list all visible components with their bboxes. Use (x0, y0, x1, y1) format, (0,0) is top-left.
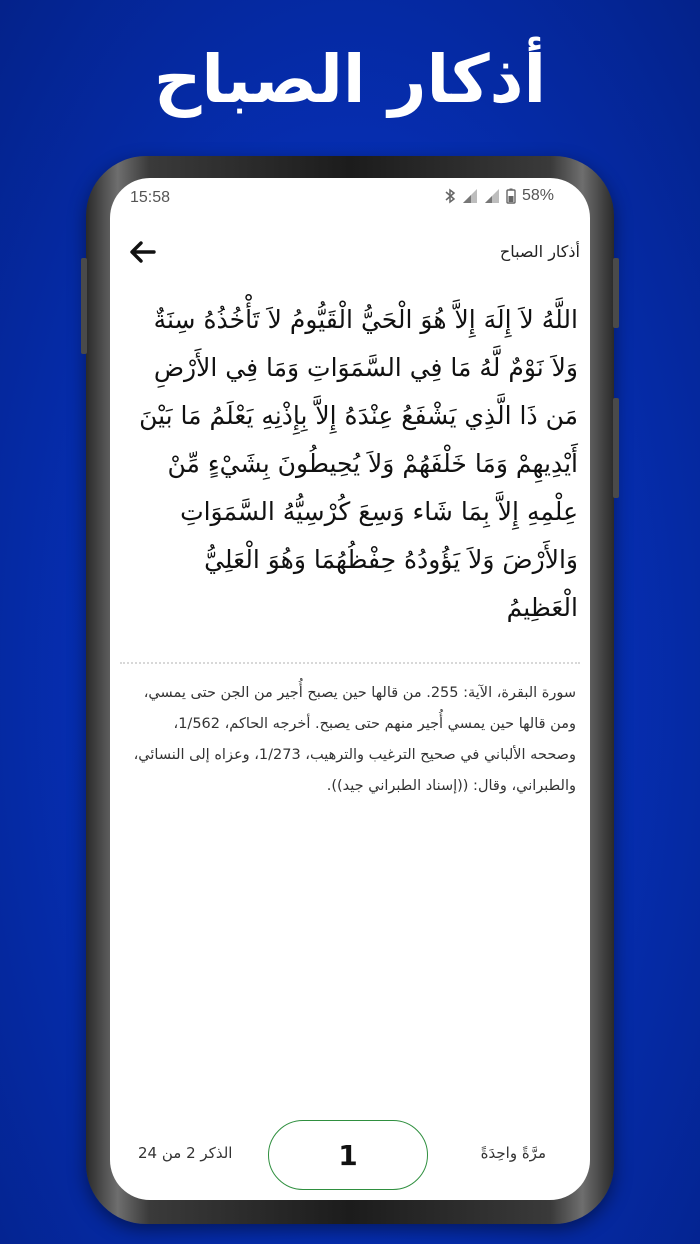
phone-side-button-power (613, 398, 619, 498)
battery-icon (506, 188, 516, 204)
dhikr-text: اللَّهُ لاَ إِلَهَ إِلاَّ هُوَ الْحَيُّ الْقَيُّومُ لاَ تَأْخُذُهُ سِنَةٌ وَلاَ نَوْمٌ لَّهُ مَا فِي السَّمَوَاتِ وَمَا فِي الأَرْضِ مَن ذَا الَّذِي يَشْفَعُ عِنْدَهُ إِلاَّ بِإِذْنِهِ يَعْلَمُ مَا بَيْنَ أَيْدِيهِمْ وَمَا خَلْفَهُمْ وَلاَ يُحِيطُونَ بِشَيْءٍ مِّنْ عِلْمِهِ إِلاَّ بِمَا شَاء وَسِعَ كُرْسِيُّهُ السَّمَوَاتِ وَالأَرْضَ وَلاَ يَؤُودُهُ حِفْظُهُمَا وَهُوَ الْعَلِيُّ الْعَظِيمُ (139, 305, 578, 622)
signal-icon (462, 188, 478, 204)
arrow-left-icon (128, 238, 158, 266)
bottom-bar (110, 1118, 590, 1190)
app-bar (110, 230, 590, 274)
dhikr-index-label: الذكر 2 من 24 (138, 1144, 233, 1162)
status-icons (444, 187, 554, 205)
counter-button[interactable]: 1 (268, 1120, 428, 1190)
promo-title: أذكار الصباح (153, 41, 547, 118)
phone-side-button-power-top (613, 258, 619, 328)
status-bar (110, 178, 590, 218)
repeat-count-label: مرَّةً واحِدَةً (480, 1144, 546, 1162)
app-title: أذكار الصباح (499, 242, 580, 261)
status-time: 15:58 (130, 189, 171, 206)
back-button[interactable] (128, 238, 158, 266)
signal-icon-2 (484, 188, 500, 204)
phone-screen (110, 178, 590, 1200)
divider (120, 662, 580, 664)
phone-side-button-volume (81, 258, 87, 354)
reference-text: سورة البقرة، الآية: 255. من قالها حين يصبح أُجير من الجن حتى يمسي، ومن قالها حين يمسي أُجير منهم حتى يصبح. أخرجه الحاكم، 1/562، وصححه الألباني في صحيح الترغيب والترهيب، 1/273، وعزاه إلى النسائي، والطبراني، وقال: ((إسناد الطبراني جيد)). (133, 685, 576, 794)
battery-percent: 58% (521, 187, 554, 204)
bluetooth-icon (444, 188, 456, 204)
